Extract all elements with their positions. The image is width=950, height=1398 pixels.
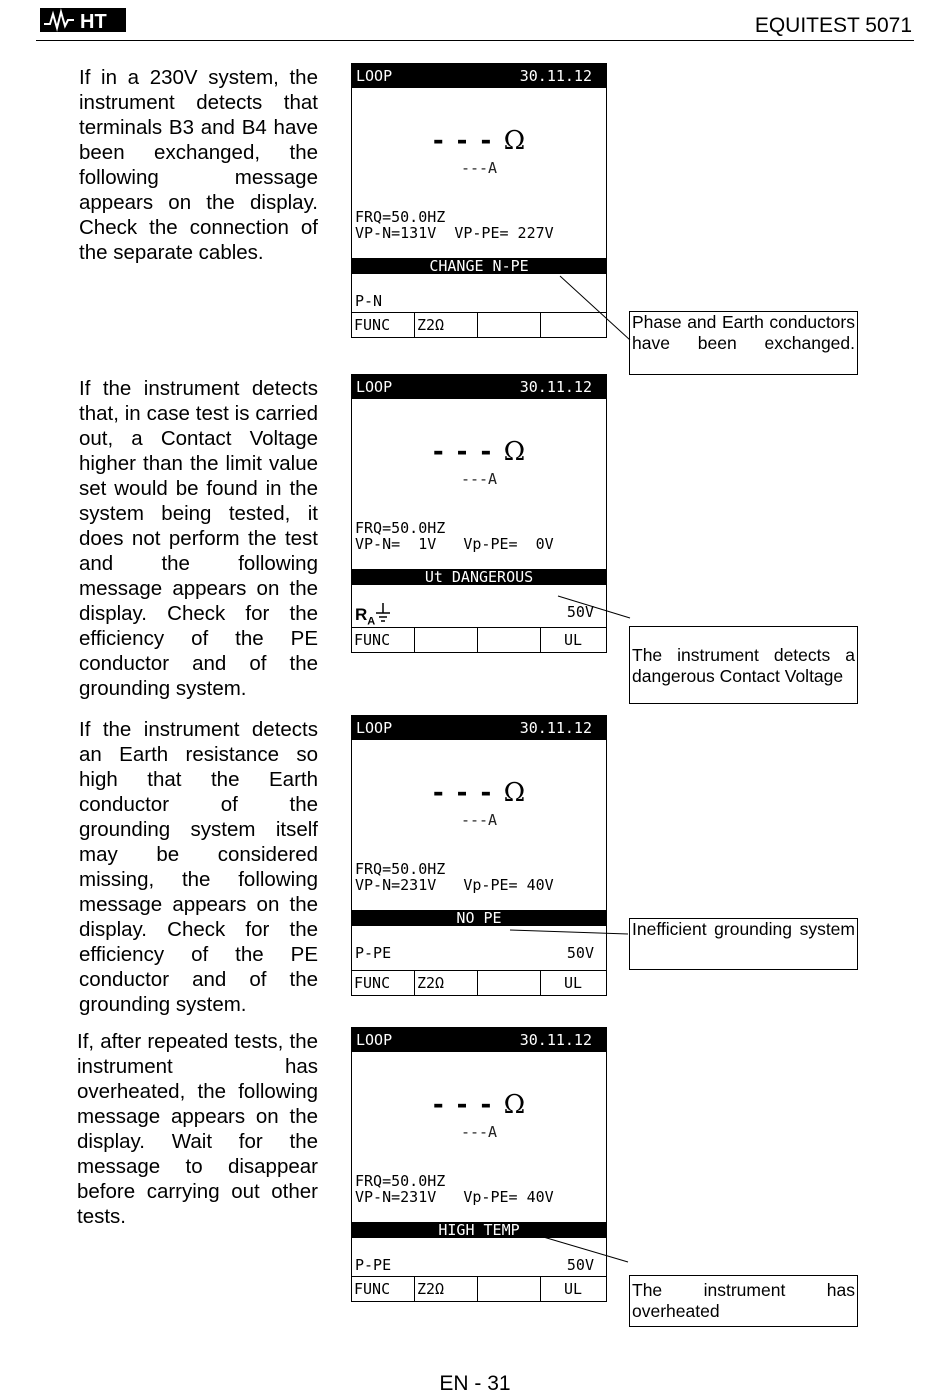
screen-1-voltages: VP-N=131V VP-PE= 227V xyxy=(355,224,554,242)
screen-2-frequency: FRQ=50.0HZ xyxy=(355,519,446,537)
screen-2-param-right: 50V xyxy=(566,603,594,621)
screen-3-mode: LOOP xyxy=(356,719,393,737)
screen-3-message: NO PE xyxy=(352,910,606,926)
screen-3-current: ---A xyxy=(460,811,498,829)
screen-1-frequency: FRQ=50.0HZ xyxy=(355,208,446,226)
screen-2-func-key-1: FUNC xyxy=(352,628,415,652)
screen-3-func-key-2: Z2Ω xyxy=(415,971,478,995)
page-number: EN - 31 xyxy=(439,1372,511,1395)
screen-2-result-value: - - - xyxy=(432,437,494,467)
screen-4-mode: LOOP xyxy=(356,1031,393,1049)
screen-2-date: 30.11.12 xyxy=(519,378,592,396)
screen-3-result-value: - - - xyxy=(432,778,494,808)
screen-2-voltages: VP-N= 1V Vp-PE= 0V xyxy=(355,535,554,553)
section-3-paragraph: If the instrument detects an Earth resistance so high that the Earth conductor of the grounding system itself may be considered missing, the following message appears on the display. Check for the efficiency of the PE conductor and of the grounding system. xyxy=(79,718,318,1016)
screen-2-func-key-4: UL xyxy=(563,631,583,649)
callout-4: The instrument has overheated xyxy=(629,1275,858,1327)
screen-3-date: 30.11.12 xyxy=(519,719,592,737)
screen-1-result-value: - - - xyxy=(432,126,494,156)
screen-3-result-unit: Ω xyxy=(503,778,526,808)
screen-4-frequency: FRQ=50.0HZ xyxy=(355,1172,446,1190)
leader-line-3 xyxy=(510,930,628,934)
leader-line-1 xyxy=(560,276,630,340)
screen-3-func-key-4: UL xyxy=(563,974,583,992)
screen-4-current: ---A xyxy=(460,1123,498,1141)
callout-1: Phase and Earth conductors have been exchanged. xyxy=(629,311,858,375)
screen-1-message: CHANGE N-PE xyxy=(352,258,606,274)
screen-4-result-value: - - - xyxy=(432,1090,494,1120)
screen-1-date: 30.11.12 xyxy=(519,67,592,85)
screen-3-param-right: 50V xyxy=(566,944,594,962)
screen-4-result-unit: Ω xyxy=(503,1090,526,1120)
section-2-paragraph: If the instrument detects that, in case test is carried out, a Contact Voltage higher than the limit value set would be found in the system being tested, it does not perform the test and the following message appears on the display. Check for the efficiency of the PE conductor and of the grounding system. xyxy=(79,377,318,700)
callout-2: The instrument detects a dangerous Contact Voltage xyxy=(629,626,858,704)
callout-3: Inefficient grounding system xyxy=(629,918,858,970)
section-1-paragraph: If in a 230V system, the instrument detects that terminals B3 and B4 have been exchanged, the following message appears on the display. Check the connection of the separate cables. xyxy=(79,66,318,264)
screen-4-param-left: P-PE xyxy=(355,1256,392,1274)
screen-4-date: 30.11.12 xyxy=(519,1031,592,1049)
ht-logo-text: HT xyxy=(80,11,107,33)
screen-3-param-left: P-PE xyxy=(355,944,392,962)
screen-2-mode: LOOP xyxy=(356,378,393,396)
screen-1-param-left: P-N xyxy=(355,292,383,310)
leader-line-2 xyxy=(558,596,630,618)
screen-2-message: Ut DANGEROUS xyxy=(352,569,606,585)
section-4-paragraph: If, after repeated tests, the instrument has overheated, the following message appears on the display. Wait for the message to disappear before carrying out other tests. xyxy=(77,1030,318,1228)
screen-1-mode: LOOP xyxy=(356,67,393,85)
screen-1-result-unit: Ω xyxy=(503,126,526,156)
screen-3-frequency: FRQ=50.0HZ xyxy=(355,860,446,878)
screen-4-voltages: VP-N=231V Vp-PE= 40V xyxy=(355,1188,554,1206)
screen-4-func-key-2: Z2Ω xyxy=(415,1277,478,1301)
screen-2-current: ---A xyxy=(460,470,498,488)
screen-1-func-key-1: FUNC xyxy=(352,313,415,337)
screen-1-func-key-2: Z2Ω xyxy=(415,313,478,337)
screen-4-func-key-1: FUNC xyxy=(352,1277,415,1301)
screen-3-voltages: VP-N=231V Vp-PE= 40V xyxy=(355,876,554,894)
screen-3-func-key-1: FUNC xyxy=(352,971,415,995)
screen-4-message: HIGH TEMP xyxy=(352,1222,606,1238)
screen-4-func-key-4: UL xyxy=(563,1280,583,1298)
earth-resistance-symbol: $R_A$ xyxy=(355,605,376,628)
screen-4-param-right: 50V xyxy=(566,1256,594,1274)
screen-2-result-unit: Ω xyxy=(503,437,526,467)
document-title: EQUITEST 5071 xyxy=(754,14,912,37)
leader-line-4 xyxy=(540,1236,628,1262)
screen-1-current: ---A xyxy=(460,159,498,177)
